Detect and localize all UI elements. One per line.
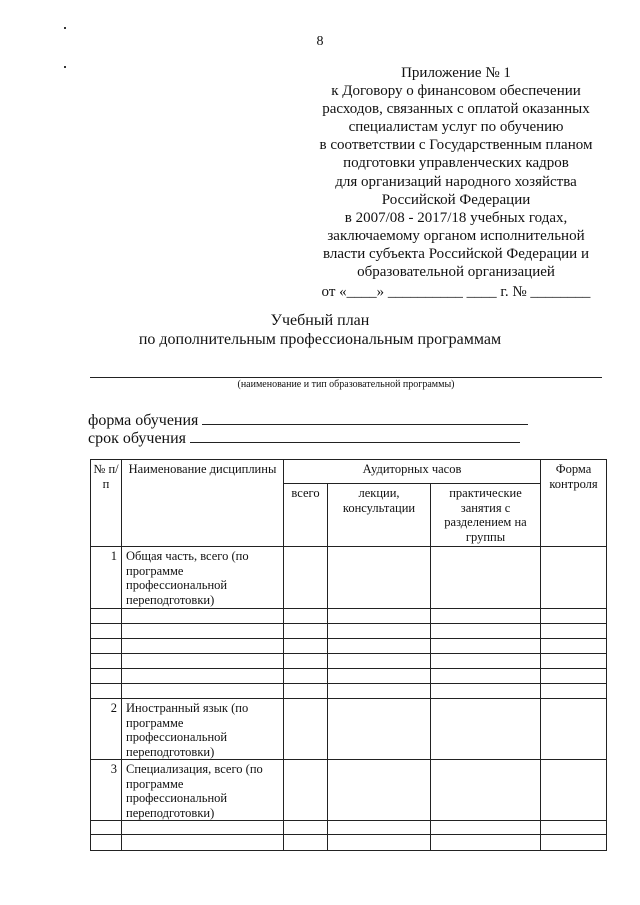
appendix-line: в 2007/08 - 2017/18 учебных годах, bbox=[344, 209, 568, 226]
row-number bbox=[91, 639, 122, 654]
study-form-field bbox=[88, 410, 528, 430]
row-discipline bbox=[122, 821, 284, 835]
cell-lectures[interactable] bbox=[328, 699, 431, 760]
cell-lectures[interactable] bbox=[328, 639, 431, 654]
study-form-label: форма обучения bbox=[88, 412, 199, 429]
row-number bbox=[91, 835, 122, 851]
appendix-date-line: от «____» __________ ____ г. № ________ bbox=[321, 284, 591, 301]
cell-lectures[interactable] bbox=[328, 609, 431, 624]
study-term-field bbox=[88, 428, 520, 448]
appendix-line: образовательной организацией bbox=[357, 264, 555, 281]
cell-control[interactable] bbox=[541, 669, 607, 684]
table-row bbox=[91, 699, 607, 760]
cell-control[interactable] bbox=[541, 699, 607, 760]
cell-control[interactable] bbox=[541, 821, 607, 835]
appendix-line: специалистам услуг по обучению bbox=[348, 119, 564, 136]
row-number: 2 bbox=[91, 699, 122, 760]
row-discipline bbox=[122, 684, 284, 699]
cell-lectures[interactable] bbox=[328, 684, 431, 699]
cell-control[interactable] bbox=[541, 609, 607, 624]
cell-total[interactable] bbox=[284, 654, 328, 669]
table-row bbox=[91, 639, 607, 654]
cell-practical[interactable] bbox=[431, 624, 541, 639]
row-number bbox=[91, 654, 122, 669]
cell-practical[interactable] bbox=[431, 760, 541, 821]
curriculum-table bbox=[90, 459, 607, 851]
program-name-caption: (наименование и тип образовательной программы) bbox=[237, 379, 455, 390]
header-control-form: Форма контроля bbox=[541, 460, 607, 547]
cell-control[interactable] bbox=[541, 654, 607, 669]
appendix-line: для организаций народного хозяйства bbox=[335, 173, 577, 190]
program-name-line bbox=[90, 377, 602, 378]
cell-total[interactable] bbox=[284, 624, 328, 639]
row-number bbox=[91, 669, 122, 684]
row-discipline bbox=[122, 654, 284, 669]
header-num: № п/п bbox=[91, 460, 122, 547]
cell-practical[interactable] bbox=[431, 821, 541, 835]
table-row bbox=[91, 821, 607, 835]
cell-total[interactable] bbox=[284, 821, 328, 835]
cell-lectures[interactable] bbox=[328, 669, 431, 684]
cell-total[interactable] bbox=[284, 835, 328, 851]
header-lectures: лекции, консультации bbox=[328, 484, 431, 547]
table-row bbox=[91, 609, 607, 624]
plan-subtitle: по дополнительным профессиональным программам bbox=[138, 331, 502, 348]
row-number: 3 bbox=[91, 760, 122, 821]
cell-total[interactable] bbox=[284, 609, 328, 624]
cell-total[interactable] bbox=[284, 699, 328, 760]
cell-lectures[interactable] bbox=[328, 547, 431, 609]
table-row bbox=[91, 835, 607, 851]
table-row bbox=[91, 684, 607, 699]
cell-practical[interactable] bbox=[431, 547, 541, 609]
row-discipline bbox=[122, 669, 284, 684]
cell-total[interactable] bbox=[284, 639, 328, 654]
row-discipline: Общая часть, всего (по программе профессиональной переподготовки) bbox=[122, 547, 284, 609]
appendix-line: к Договору о финансовом обеспечении bbox=[331, 83, 581, 100]
cell-lectures[interactable] bbox=[328, 760, 431, 821]
table-row bbox=[91, 654, 607, 669]
row-discipline bbox=[122, 835, 284, 851]
table-row bbox=[91, 760, 607, 821]
cell-lectures[interactable] bbox=[328, 821, 431, 835]
appendix-line: Приложение № 1 bbox=[401, 65, 511, 81]
row-discipline bbox=[122, 609, 284, 624]
cell-practical[interactable] bbox=[431, 654, 541, 669]
row-discipline bbox=[122, 639, 284, 654]
appendix-line: в соответствии с Государственным планом bbox=[319, 137, 593, 154]
cell-practical[interactable] bbox=[431, 639, 541, 654]
cell-control[interactable] bbox=[541, 639, 607, 654]
cell-control[interactable] bbox=[541, 835, 607, 851]
study-term-blank[interactable] bbox=[190, 428, 520, 443]
cell-total[interactable] bbox=[284, 669, 328, 684]
header-practical: практические занятия с разделением на группы bbox=[431, 484, 541, 547]
cell-control[interactable] bbox=[541, 624, 607, 639]
header-total: всего bbox=[284, 484, 328, 547]
plan-title: Учебный план bbox=[270, 312, 370, 329]
appendix-line: власти субъекта Российской Федерации и bbox=[323, 245, 589, 262]
header-discipline: Наименование дисциплины bbox=[122, 460, 284, 547]
cell-control[interactable] bbox=[541, 684, 607, 699]
row-number: 1 bbox=[91, 547, 122, 609]
appendix-line: расходов, связанных с оплатой оказанных bbox=[322, 101, 590, 118]
scan-mark-bottom bbox=[64, 66, 66, 68]
appendix-header bbox=[296, 64, 616, 301]
cell-control[interactable] bbox=[541, 760, 607, 821]
row-number bbox=[91, 684, 122, 699]
cell-practical[interactable] bbox=[431, 699, 541, 760]
scan-mark-top bbox=[64, 27, 66, 29]
appendix-line: Российской Федерации bbox=[381, 191, 531, 208]
study-form-blank[interactable] bbox=[202, 410, 528, 425]
cell-lectures[interactable] bbox=[328, 835, 431, 851]
cell-total[interactable] bbox=[284, 547, 328, 609]
row-number bbox=[91, 821, 122, 835]
row-number bbox=[91, 609, 122, 624]
cell-total[interactable] bbox=[284, 684, 328, 699]
appendix-line: подготовки управленческих кадров bbox=[343, 155, 569, 172]
cell-practical[interactable] bbox=[431, 835, 541, 851]
table-row bbox=[91, 547, 607, 609]
page-number: 8 bbox=[316, 34, 324, 49]
row-discipline: Специализация, всего (по программе профессиональной переподготовки) bbox=[122, 760, 284, 821]
cell-control[interactable] bbox=[541, 547, 607, 609]
study-term-label: срок обучения bbox=[88, 430, 187, 447]
table-row bbox=[91, 624, 607, 639]
table-row bbox=[91, 669, 607, 684]
cell-practical[interactable] bbox=[431, 609, 541, 624]
cell-lectures[interactable] bbox=[328, 624, 431, 639]
cell-total[interactable] bbox=[284, 760, 328, 821]
appendix-line: заключаемому органом исполнительной bbox=[327, 227, 585, 244]
cell-practical[interactable] bbox=[431, 669, 541, 684]
row-discipline: Иностранный язык (по программе профессиональной переподготовки) bbox=[122, 699, 284, 760]
cell-lectures[interactable] bbox=[328, 654, 431, 669]
row-number bbox=[91, 624, 122, 639]
row-discipline bbox=[122, 624, 284, 639]
header-auditory-hours: Аудиторных часов bbox=[284, 460, 541, 484]
cell-practical[interactable] bbox=[431, 684, 541, 699]
